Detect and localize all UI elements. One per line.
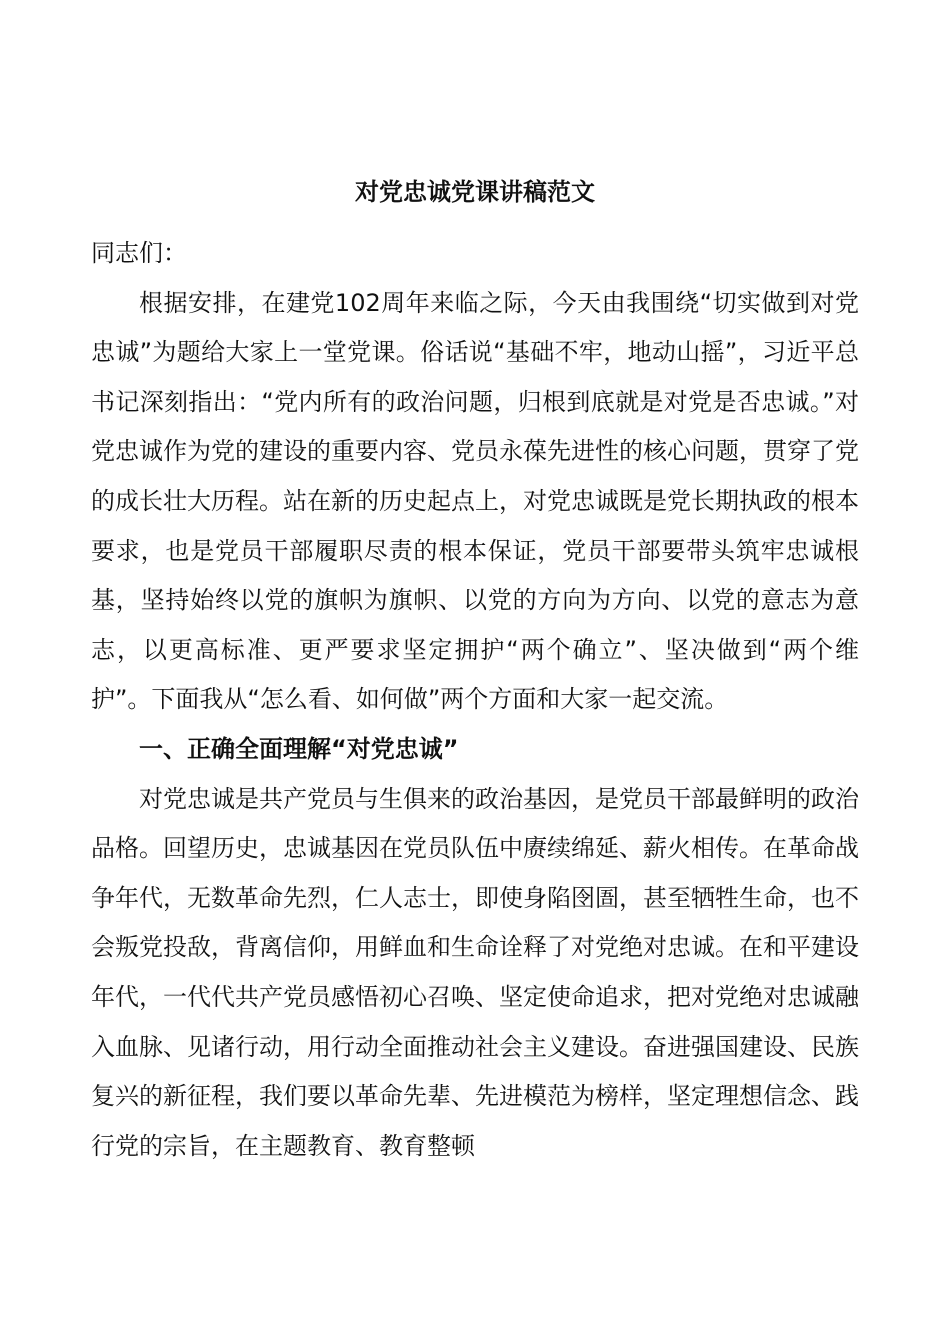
document-body	[91, 229, 859, 1171]
section-heading: 一、正确全面理解“对党忠诚”	[139, 734, 459, 763]
salutation: 同志们：	[91, 239, 187, 267]
paragraph-section-one: 对党忠诚是共产党员与生俱来的政治基因，是党员干部最鲜明的政治品格。回望历史，忠诚基因在党员队伍中赓续绵延、薪火相传。在革命战争年代，无数革命先烈，仁人志士，即使身陷囹圄，甚至牺牲生命，也不会叛党投敌，背离信仰，用鲜血和生命诠释了对党绝对忠诚。在和平建设年代，一代代共产党员感悟初心召唤、坚定使命追求，把对党绝对忠诚融入血脉、见诸行动，用行动全面推动社会主义建设。奋进强国建设、民族复兴的新征程，我们要以革命先辈、先进模范为榜样，坚定理想信念、践行党的宗旨，在主题教育、教育整顿	[91, 784, 859, 1160]
paragraph-intro: 根据安排，在建党102周年来临之际，今天由我围绕“切实做到对党忠诚”为题给大家上一堂党课。俗话说“基础不牢，地动山摇”，习近平总书记深刻指出：“党内所有的政治问题，归根到底就是对党是否忠诚。”对党忠诚作为党的建设的重要内容、党员永葆先进性的核心问题，贯穿了党的成长壮大历程。站在新的历史起点上，对党忠诚既是党长期执政的根本要求，也是党员干部履职尽责的根本保证，党员干部要带头筑牢忠诚根基，坚持始终以党的旗帜为旗帜、以党的方向为方向、以党的意志为意志，以更高标准、更严要求坚定拥护“两个确立”、坚决做到“两个维护”。下面我从“怎么看、如何做”两个方面和大家一起交流。	[91, 288, 859, 714]
document-title: 对党忠诚党课讲稿范文	[355, 178, 595, 206]
